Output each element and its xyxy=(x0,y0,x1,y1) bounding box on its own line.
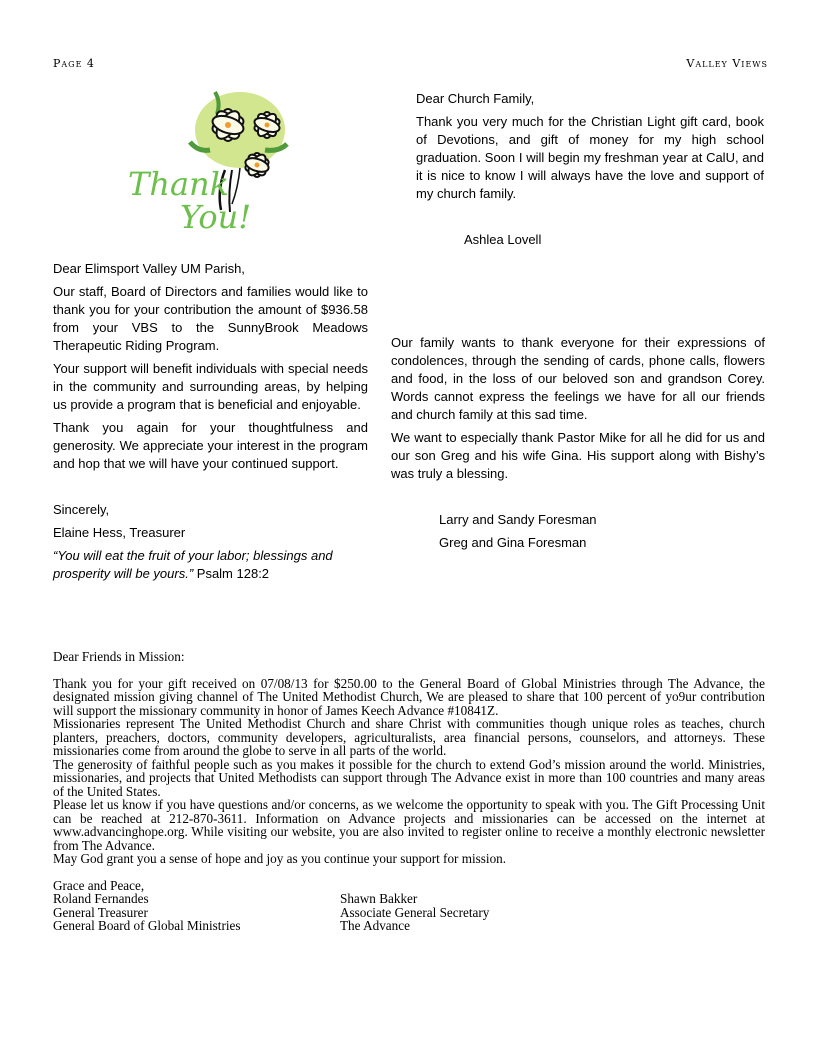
newsletter-title: Valley Views xyxy=(686,57,768,70)
salutation: Dear Church Family, xyxy=(416,91,535,106)
thank-text: Thank xyxy=(128,165,230,203)
salutation: Dear Elimsport Valley UM Parish, xyxy=(53,261,245,276)
letter-paragraph: Thank you for your gift received on 07/08/13 for $250.00 to the General Board of Global Ministries through The Advance, the designated mission giving channel of The United Methodist Church, We are pleased to share that 100 percent of yo9ur contribution will support the missionary community in honor of James Keech Advance #10841Z. xyxy=(53,675,765,718)
letter-paragraph: Your support will benefit individuals with special needs in the community and surrounding areas, by helping us provide a program that is beneficial and enjoyable. xyxy=(53,361,368,412)
signer-title: General Treasurer xyxy=(53,904,148,920)
signer-org: The Advance xyxy=(340,918,410,933)
letter-paragraph: Missionaries represent The United Methodist Church and share Christ with communities though unique roles as teaches, church planters, preachers, doctors, community developers, agriculturalists, area financial persons, counselors, and attorneys. These missionaries come from around the globe to serve in all parts of the world. xyxy=(53,716,765,758)
signature: Larry and Sandy Foresman xyxy=(439,512,597,527)
page-number: Page 4 xyxy=(53,57,95,70)
letter-foresman xyxy=(391,334,765,557)
signer-name: Roland Fernandes xyxy=(53,891,149,906)
signer-secretary xyxy=(340,892,489,933)
letter-paragraph: Our family wants to thank everyone for their expressions of condolences, through the sending of cards, phone calls, flowers and food, in the loss of our beloved son and grandson Corey. Words cannot express the feelings we have for all our friends and church family at this sad time. xyxy=(391,335,765,422)
letter-paragraph: Thank you again for your thoughtfulness and generosity. We appreciate your interest in the program and hop that we will have your continued support. xyxy=(53,420,368,471)
signature-block xyxy=(53,892,765,933)
signer-treasurer xyxy=(53,892,340,933)
signer-name: Shawn Bakker xyxy=(340,891,418,906)
signer: Elaine Hess, Treasurer xyxy=(53,525,186,540)
letter-paragraph: The generosity of faithful people such as you makes it possible for the church to extend God’s mission around the world. Ministries, missionaries, and projects that United Methodists can support through The Advance exist in more than 100 countries and many areas of the United States. xyxy=(53,756,765,799)
signer-org: General Board of Global Ministries xyxy=(53,918,241,933)
letter-paragraph: Our staff, Board of Directors and families would like to thank you for your contribution the amount of $936.58 from your VBS to the SunnyBrook Meadows Therapeutic Riding Program. xyxy=(53,284,368,353)
signer-title: Associate General Secretary xyxy=(340,904,490,920)
quote-reference: Psalm 128:2 xyxy=(193,566,270,581)
you-text: You! xyxy=(180,198,252,236)
signature: Ashlea Lovell xyxy=(464,232,542,247)
letter-sunnybrook xyxy=(53,260,368,588)
quote-text: “You will eat the fruit of your labor; blessings and prosperity will be yours.” xyxy=(53,548,333,581)
letter-paragraph: We want to especially thank Pastor Mike for all he did for us and our son Greg and his wife Gina. His support along with Bishy’s was truly a blessing. xyxy=(391,430,765,481)
scripture-quote xyxy=(53,547,368,583)
closing: Grace and Peace, xyxy=(53,877,145,893)
signature: Greg and Gina Foresman xyxy=(439,535,587,550)
closing: Sincerely, xyxy=(53,502,110,517)
flower-bouquet-icon xyxy=(120,80,300,240)
letter-ashlea xyxy=(416,90,764,254)
salutation: Dear Friends in Mission: xyxy=(53,649,185,664)
letter-paragraph: May God grant you a sense of hope and joy as you continue your support for mission. xyxy=(53,851,507,866)
letter-paragraph: Please let us know if you have questions and/or concerns, as we welcome the opportunity to speak with you. The Gift Processing Unit can be reached at 212-870-3611. Information on Advance projects and missionaries can be accessed on the internet at www.advancinghope.org. While visiting our website, you are also invited to register online to receive a monthly electronic newsletter from The Advance. xyxy=(53,797,765,853)
letter-mission xyxy=(53,650,765,933)
letter-body: Thank you very much for the Christian Light gift card, book of Devotions, and gift of money for my high school graduation. Soon I will begin my freshman year at CalU, and it is nice to know I will always have the love and support of my church family. xyxy=(416,114,764,201)
thank-you-clipart xyxy=(120,80,300,240)
